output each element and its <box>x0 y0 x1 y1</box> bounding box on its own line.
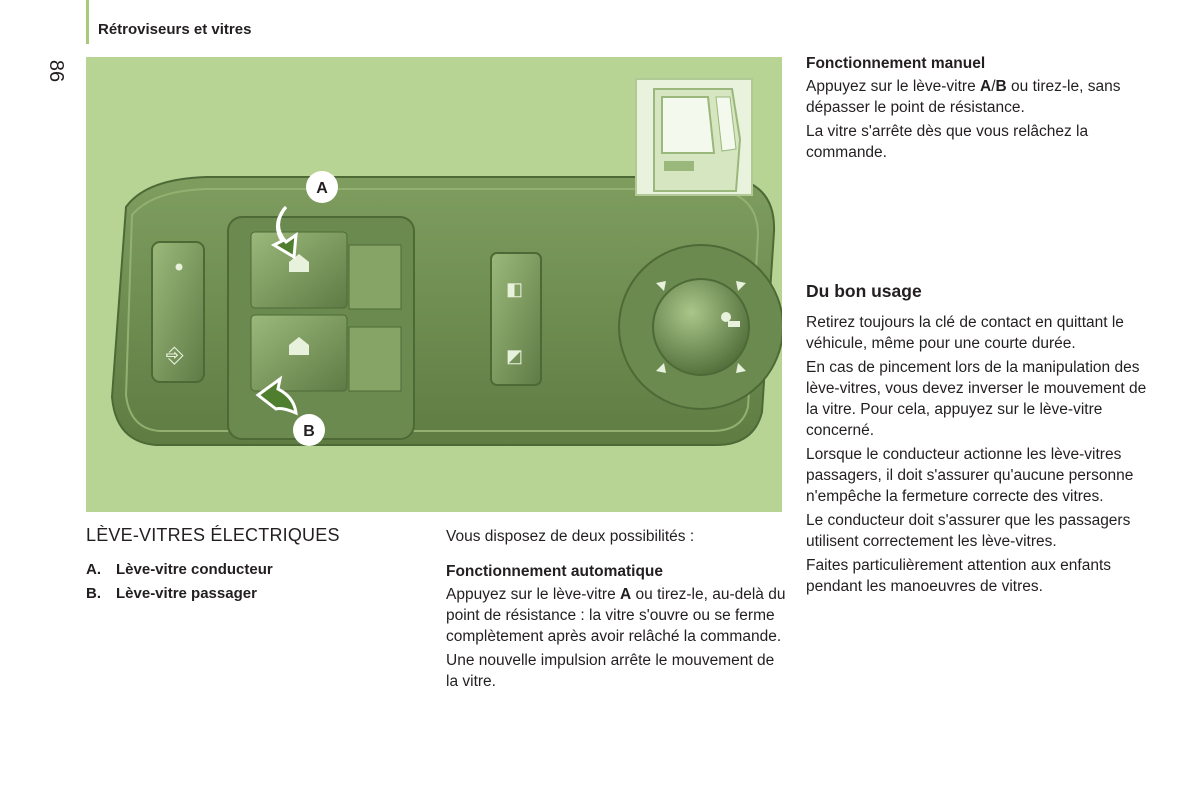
usage-paragraph-4: Le conducteur doit s'assurer que les passagers utilisent correctement les lève-vitres. <box>806 512 1131 550</box>
manual-paragraph-2: La vitre s'arrête dès que vous relâchez la commande. <box>806 123 1089 161</box>
legend-item-b: B. Lève-vitre passager <box>86 585 257 602</box>
intro-text: Vous disposez de deux possibilités : <box>446 528 695 545</box>
legend-item-a: A. Lève-vitre conducteur <box>86 561 273 578</box>
auto-heading: Fonctionnement automatique <box>446 563 663 580</box>
right-column <box>806 53 1150 166</box>
usage-paragraph-3: Lorsque le conducteur actionne les lève-vitres passagers, il doit s'assurer qu'aucune personne n'empêche la fermeture correcte des vitres. <box>806 446 1134 505</box>
header-accent-bar <box>86 0 89 44</box>
svg-text:⎆: ⎆ <box>166 343 184 368</box>
usage-paragraph-1: Retirez toujours la clé de contact en quittant le véhicule, même pour une courte durée. <box>806 314 1124 352</box>
usage-paragraph-2: En cas de pincement lors de la manipulation des lève-vitres, vous devez inverser le mouvement de la vitre. Pour cela, appuyez sur le lève-vitre concerné. <box>806 359 1147 439</box>
auto-paragraph-2: Une nouvelle impulsion arrête le mouvement de la vitre. <box>446 652 775 690</box>
vehicle-door-inset <box>636 79 752 195</box>
window-switch-illustration <box>86 57 782 512</box>
svg-text:A: A <box>316 180 328 197</box>
middle-column <box>446 526 786 695</box>
svg-text:◩: ◩ <box>506 346 524 366</box>
auto-paragraph-1: Appuyez sur le lève-vitre A ou tirez-le, au-delà du point de résistance : la vitre s'ouvre ou se ferme complètement après avoir relâché la commande. <box>446 586 786 645</box>
usage-heading: Du bon usage <box>806 281 922 301</box>
svg-text:B: B <box>303 423 315 440</box>
page-number: 86 <box>45 59 67 83</box>
figure-legend <box>86 558 273 606</box>
usage-section <box>806 281 1150 600</box>
section-title: LÈVE-VITRES ÉLECTRIQUES <box>86 525 340 545</box>
svg-text:◧: ◧ <box>506 279 524 299</box>
usage-paragraph-5: Faites particulièrement attention aux enfants pendant les manoeuvres de vitres. <box>806 557 1112 595</box>
page-header-title: Rétroviseurs et vitres <box>98 21 252 38</box>
manual-heading: Fonctionnement manuel <box>806 55 986 72</box>
manual-paragraph-1: Appuyez sur le lève-vitre A/B ou tirez-le, sans dépasser le point de résistance. <box>806 78 1121 116</box>
